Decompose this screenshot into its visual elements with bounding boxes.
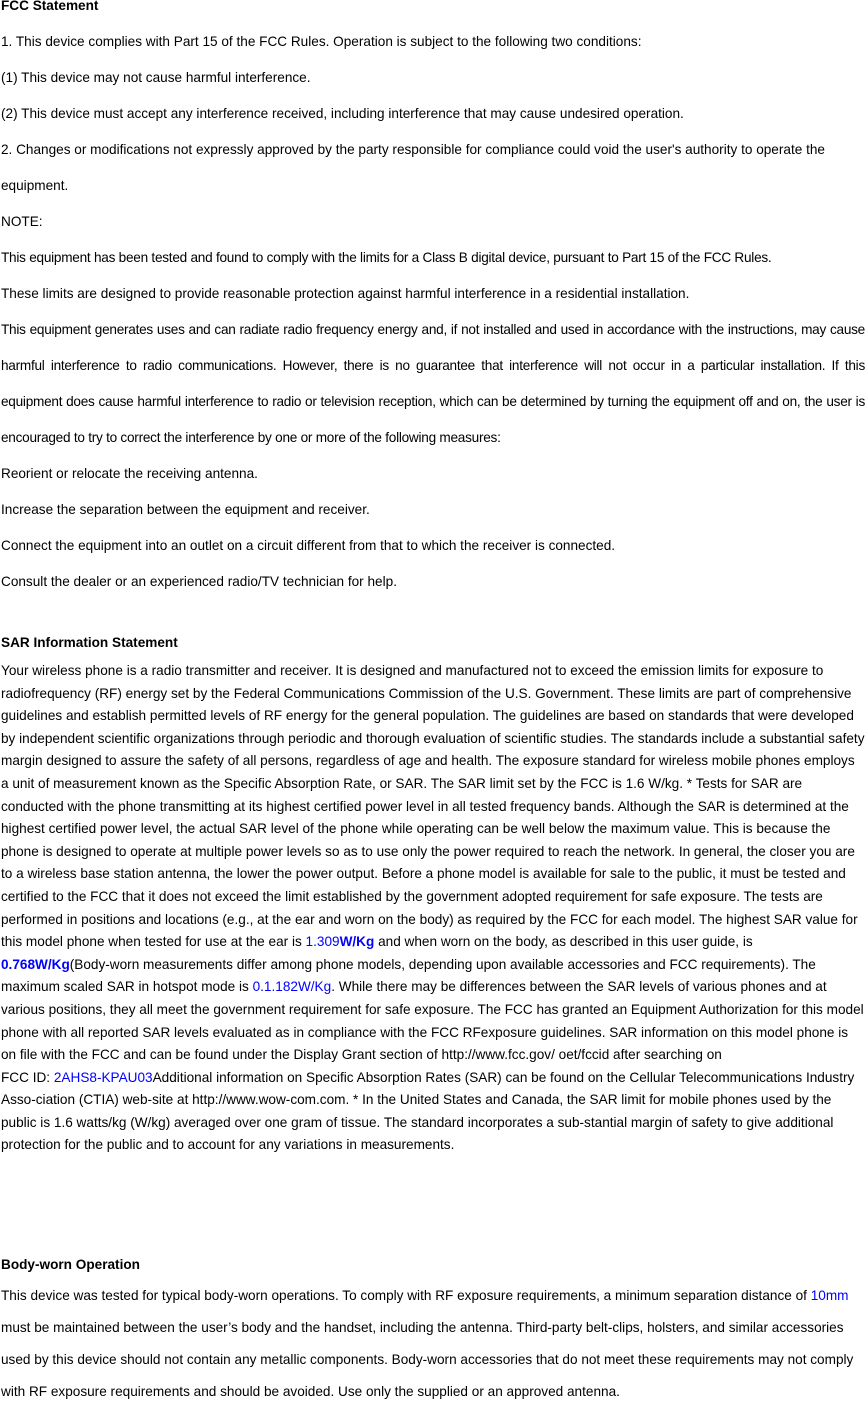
- fcc-statement-section: [1, 0, 865, 600]
- body-worn-section: [1, 1250, 865, 1408]
- sar-text-2: and when worn on the body, as described in this user guide, is: [374, 934, 753, 950]
- sar-ear-value: 1.309: [305, 934, 340, 950]
- sar-text-4: . While there may be differences between the SAR levels of various phones and at various positions, they all meet the government requirement for safe exposure. The FCC has granted an Equipment Authorization for this model phone with all reported SAR levels evaluated as in compliance with the FCC RFexposure guidelines. SAR information on this model phone is on file with the FCC and can be found under the Display Grant section of http://www.fcc.gov/ oet/fccid after searching on: [1, 979, 864, 1063]
- sar-text-5: Additional information on Specific Absorption Rates (SAR) can be found on the Cellular Telecommunications Industry Asso-ciation (CTIA) web-site at http://www.wow-com.com. * In the United States and Canada, the SAR limit for mobile phones used by the public is 1.6 watts/kg (W/kg) averaged over one gram of tissue. The standard incorporates a sub-stantial margin of safety to give additional protection for the public and to account for any variations in measurements.: [1, 1069, 855, 1153]
- fcc-paragraph-1: 1. This device complies with Part 15 of the FCC Rules. Operation is subject to the following two conditions:: [1, 34, 642, 49]
- sar-fccid-label: FCC ID:: [1, 1069, 54, 1085]
- body-worn-distance: 10mm: [810, 1288, 849, 1303]
- body-worn-text-2: must be maintained between the user’s body and the handset, including the antenna. Third-party belt-clips, holsters, and similar accessories used by this device should not contain any metallic components. Body-worn accessories that do not meet these requirements may not comply with RF exposure requirements and should be avoided. Use only the supplied or an approved antenna.: [1, 1320, 854, 1399]
- fcc-measure-2: Increase the separation between the equipment and receiver.: [1, 502, 370, 517]
- document-page: [1, 0, 865, 1399]
- sar-statement-section: [1, 632, 865, 1157]
- fcc-limits-paragraph: These limits are designed to provide reasonable protection against harmful interference in a residential installation.: [1, 286, 690, 301]
- fcc-note-label: NOTE:: [1, 214, 43, 229]
- fcc-measure-1: Reorient or relocate the receiving antenna.: [1, 466, 258, 481]
- sar-body-value: 0.768W/Kg: [1, 956, 70, 972]
- fcc-interference-paragraph: This equipment generates uses and can radiate radio frequency energy and, if not installed and used in accordance with the instructions, may cause harmful interference to radio communications. However, there is no guarantee that interference will not occur in a particular installation. If this equipment does cause harmful interference to radio or television reception, which can be determined by turning the equipment off and on, the user is encouraged to try to correct the interference by one or more of the following measures:: [1, 322, 865, 445]
- fcc-paragraph-2: 2. Changes or modifications not expressly approved by the party responsible for compliance could void the user's authority to operate the equipment.: [1, 142, 825, 193]
- sar-text-3: (Body-worn measurements differ among phone models, depending upon available accessories and FCC requirements). The maximum scaled SAR in hotspot mode is: [1, 956, 816, 995]
- sar-hotspot-value: 0.1.182W/Kg: [252, 979, 332, 995]
- body-worn-body: [1, 1280, 865, 1408]
- fcc-condition-1: (1) This device may not cause harmful interference.: [1, 70, 311, 85]
- sar-ear-unit: W/Kg: [339, 934, 375, 950]
- fcc-statement-title: FCC Statement: [1, 0, 99, 13]
- fcc-condition-2: (2) This device must accept any interference received, including interference that may cause undesired operation.: [1, 106, 684, 121]
- fcc-measure-4: Consult the dealer or an experienced radio/TV technician for help.: [1, 574, 397, 589]
- fcc-measure-3: Connect the equipment into an outlet on a circuit different from that to which the receiver is connected.: [1, 538, 616, 553]
- sar-statement-body: [1, 660, 865, 1157]
- sar-statement-title: SAR Information Statement: [1, 635, 178, 650]
- fcc-class-b-paragraph: This equipment has been tested and found to comply with the limits for a Class B digital device, pursuant to Part 15 of the FCC Rules.: [1, 250, 772, 265]
- sar-fccid-value: 2AHS8-KPAU03: [53, 1069, 153, 1085]
- body-worn-text-1: This device was tested for typical body-worn operations. To comply with RF exposure requirements, a minimum separation distance of: [1, 1288, 811, 1303]
- sar-text-1: Your wireless phone is a radio transmitter and receiver. It is designed and manufactured not to exceed the emission limits for exposure to radiofrequency (RF) energy set by the Federal Communications Commission of the U.S. Government. These limits are part of comprehensive guidelines and establish permitted levels of RF energy for the general population. The guidelines are based on standards that were developed by independent scientific organizations through periodic and thorough evaluation of scientific studies. The standards include a substantial safety margin designed to assure the safety of all persons, regardless of age and health. The exposure standard for wireless mobile phones employs a unit of measurement known as the Specific Absorption Rate, or SAR. The SAR limit set by the FCC is 1.6 W/kg. * Tests for SAR are conducted with the phone transmitting at its highest certified power level in all tested frequency bands. Although the SAR is determined at the highest certified power level, the actual SAR level of the phone while operating can be well below the maximum value. This is because the phone is designed to operate at multiple power levels so as to use only the power required to reach the network. In general, the closer you are to a wireless base station antenna, the lower the power output. Before a phone model is available for sale to the public, it must be tested and certified to the FCC that it does not exceed the limit established by the government adopted requirement for safe exposure. The tests are performed in positions and locations (e.g., at the ear and worn on the body) as required by the FCC for each model. The highest SAR value for this model phone when tested for use at the ear is: [1, 663, 865, 950]
- body-worn-title: Body-worn Operation: [1, 1257, 140, 1272]
